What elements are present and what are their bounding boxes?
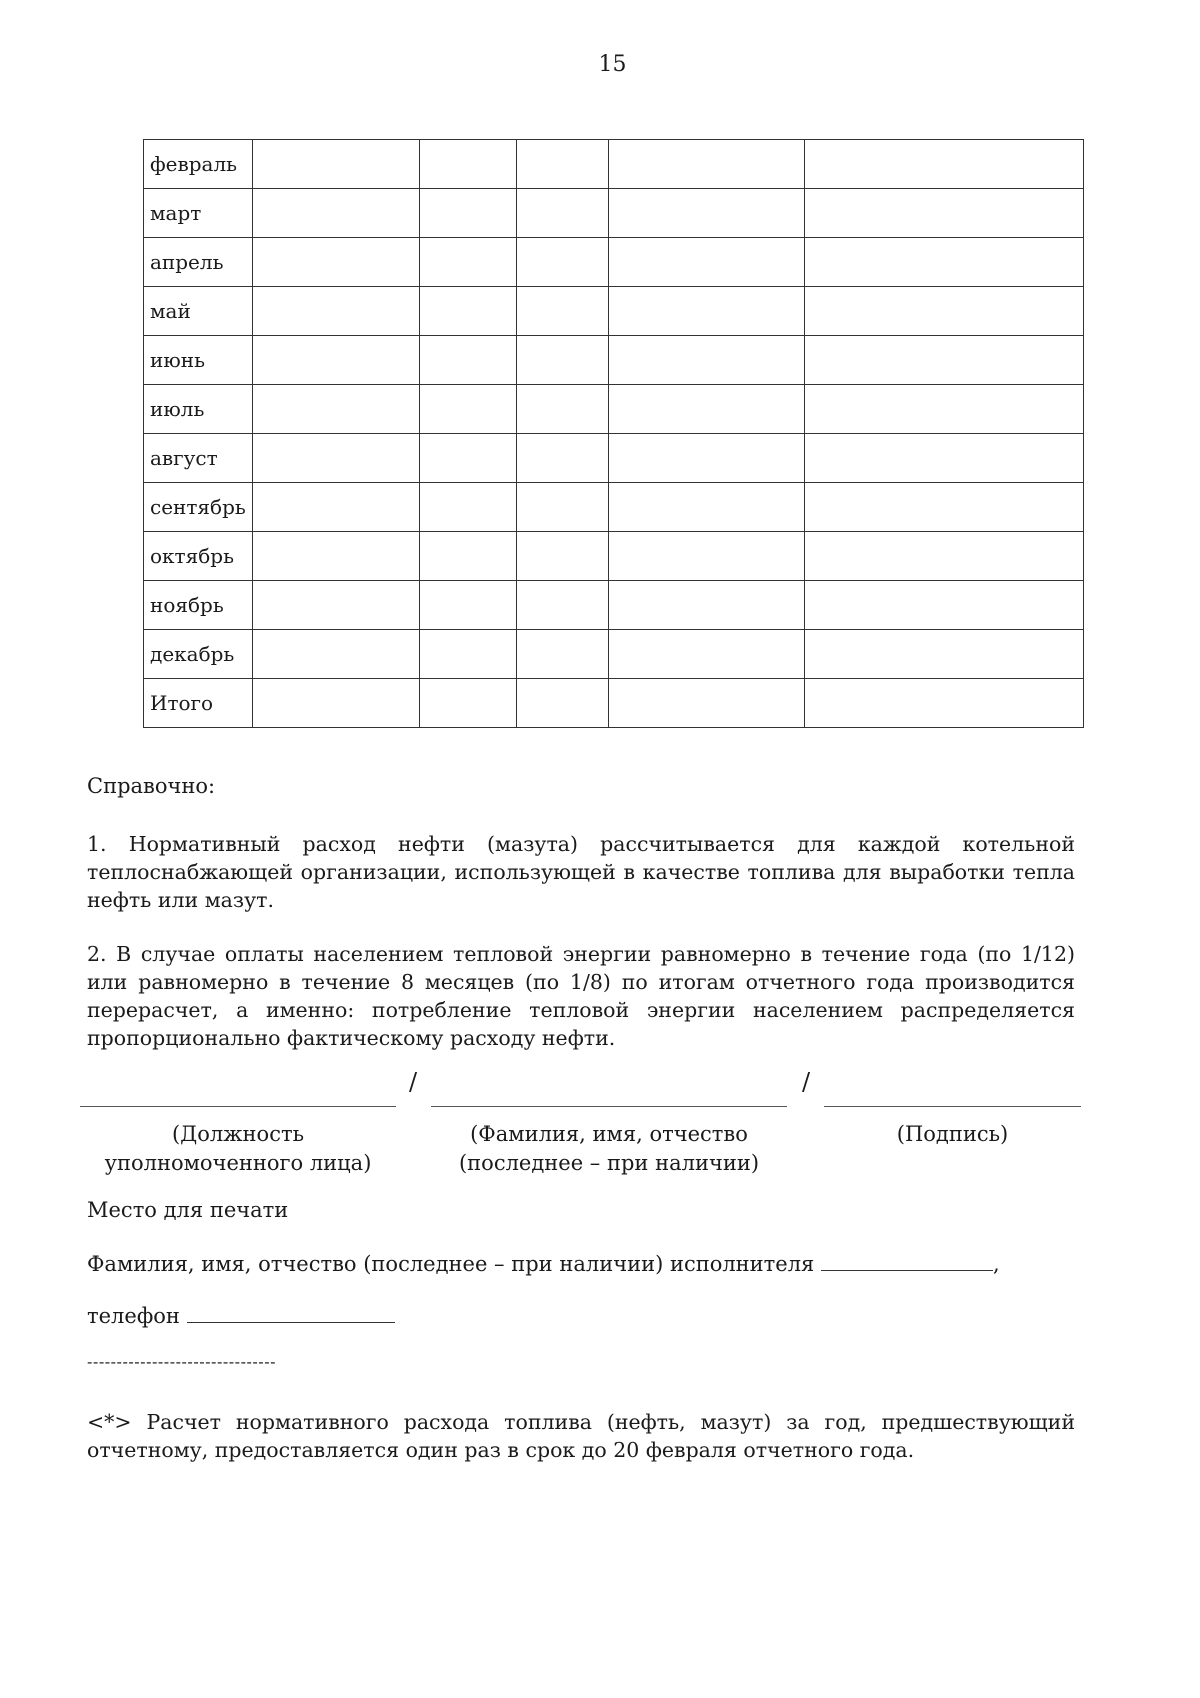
table-cell <box>805 238 1084 287</box>
table-cell <box>805 679 1084 728</box>
table-row <box>144 532 1084 581</box>
month-label: апрель <box>144 238 253 287</box>
executor-label: Фамилия, имя, отчество (последнее – при наличии) исполнителя <box>87 1252 815 1276</box>
month-label: июнь <box>144 336 253 385</box>
table-row <box>144 238 1084 287</box>
table-cell <box>253 336 420 385</box>
footnote: <*> Расчет нормативного расхода топлива (нефть, мазут) за год, предшествующий отчетному, предоставляется один раз в срок до 20 февраля отчетного года. <box>87 1410 1075 1462</box>
table-cell <box>609 483 805 532</box>
table-cell <box>517 385 609 434</box>
table-cell <box>517 630 609 679</box>
table-cell <box>253 287 420 336</box>
table-row <box>144 581 1084 630</box>
position-signature-line <box>80 1106 396 1107</box>
table-row <box>144 287 1084 336</box>
month-label: март <box>144 189 253 238</box>
table-cell <box>609 336 805 385</box>
month-label: август <box>144 434 253 483</box>
table-cell <box>420 581 517 630</box>
table-row <box>144 140 1084 189</box>
table-cell <box>253 189 420 238</box>
table-row <box>144 434 1084 483</box>
table-cell <box>517 287 609 336</box>
table-cell <box>420 189 517 238</box>
table-cell <box>805 581 1084 630</box>
table-cell <box>805 532 1084 581</box>
table-cell <box>805 385 1084 434</box>
table-cell <box>420 434 517 483</box>
month-label: май <box>144 287 253 336</box>
reference-item-1: 1. Нормативный расход нефти (мазута) рассчитывается для каждой котельной теплоснабжающей организации, использующей в качестве топлива для выработки тепла нефть или мазут. <box>87 832 1075 912</box>
table-cell <box>805 287 1084 336</box>
table-cell <box>420 679 517 728</box>
name-label <box>431 1120 787 1178</box>
table-cell <box>253 434 420 483</box>
table-cell <box>609 581 805 630</box>
table-cell <box>517 238 609 287</box>
month-label: декабрь <box>144 630 253 679</box>
table-cell <box>517 483 609 532</box>
table-cell <box>609 287 805 336</box>
table-cell <box>609 385 805 434</box>
table-cell <box>253 385 420 434</box>
table-cell <box>420 238 517 287</box>
table-cell <box>609 140 805 189</box>
month-label: Итого <box>144 679 253 728</box>
executor-name-blank[interactable] <box>821 1250 993 1271</box>
table-row <box>144 385 1084 434</box>
table-cell <box>517 434 609 483</box>
table-cell <box>805 140 1084 189</box>
table-cell <box>517 679 609 728</box>
name-label-line-1: (Фамилия, имя, отчество <box>470 1122 748 1146</box>
footnote-separator: -------------------------------- <box>87 1352 276 1371</box>
table-cell <box>253 679 420 728</box>
position-label <box>80 1120 396 1178</box>
table-cell <box>609 238 805 287</box>
table-cell <box>517 140 609 189</box>
reference-title: Справочно: <box>87 774 216 798</box>
month-label: июль <box>144 385 253 434</box>
table-cell <box>253 532 420 581</box>
table-cell <box>253 630 420 679</box>
table-row <box>144 189 1084 238</box>
executor-suffix: , <box>993 1252 1000 1276</box>
monthly-table <box>143 139 1084 728</box>
sign-label: (Подпись) <box>896 1122 1009 1146</box>
sign-signature-line <box>824 1106 1081 1107</box>
name-signature-line <box>431 1106 787 1107</box>
table-cell <box>609 679 805 728</box>
page-number: 15 <box>598 52 627 77</box>
table-cell <box>517 581 609 630</box>
month-label: февраль <box>144 140 253 189</box>
table-cell <box>609 532 805 581</box>
table-cell <box>805 434 1084 483</box>
stamp-place: Место для печати <box>87 1198 289 1222</box>
table-row <box>144 483 1084 532</box>
table-cell <box>420 532 517 581</box>
table-cell <box>517 336 609 385</box>
phone-line <box>87 1302 395 1328</box>
table-cell <box>253 581 420 630</box>
table-cell <box>609 434 805 483</box>
table-cell <box>253 238 420 287</box>
reference-item-2: 2. В случае оплаты населением тепловой энергии равномерно в течение года (по 1/12) или равномерно в течение 8 месяцев (по 1/8) по итогам отчетного года производится перерасчет, а именно: потребление тепловой энергии населением распределяется пропорционально фактическому расходу нефти. <box>87 942 1075 1050</box>
position-label-line-2: уполномоченного лица) <box>104 1151 372 1175</box>
table-cell <box>420 630 517 679</box>
table-cell <box>420 287 517 336</box>
table-cell <box>805 336 1084 385</box>
month-label: ноябрь <box>144 581 253 630</box>
table-cell <box>805 630 1084 679</box>
month-label: октябрь <box>144 532 253 581</box>
executor-line <box>87 1250 1000 1276</box>
table-cell <box>420 385 517 434</box>
signature-separator-2: / <box>802 1068 811 1096</box>
signature-separator-1: / <box>409 1068 418 1096</box>
table-cell <box>253 483 420 532</box>
position-label-line-1: (Должность <box>171 1122 305 1146</box>
table-row <box>144 630 1084 679</box>
table-cell <box>253 140 420 189</box>
table-cell <box>517 532 609 581</box>
table-cell <box>805 189 1084 238</box>
table-row <box>144 679 1084 728</box>
phone-blank[interactable] <box>187 1302 395 1323</box>
table-cell <box>420 336 517 385</box>
name-label-line-2: (последнее – при наличии) <box>458 1151 760 1175</box>
month-label: сентябрь <box>144 483 253 532</box>
phone-label: телефон <box>87 1304 180 1328</box>
table-cell <box>609 189 805 238</box>
table-cell <box>420 140 517 189</box>
table-cell <box>609 630 805 679</box>
table-cell <box>517 189 609 238</box>
table-cell <box>805 483 1084 532</box>
table-cell <box>420 483 517 532</box>
table-row <box>144 336 1084 385</box>
